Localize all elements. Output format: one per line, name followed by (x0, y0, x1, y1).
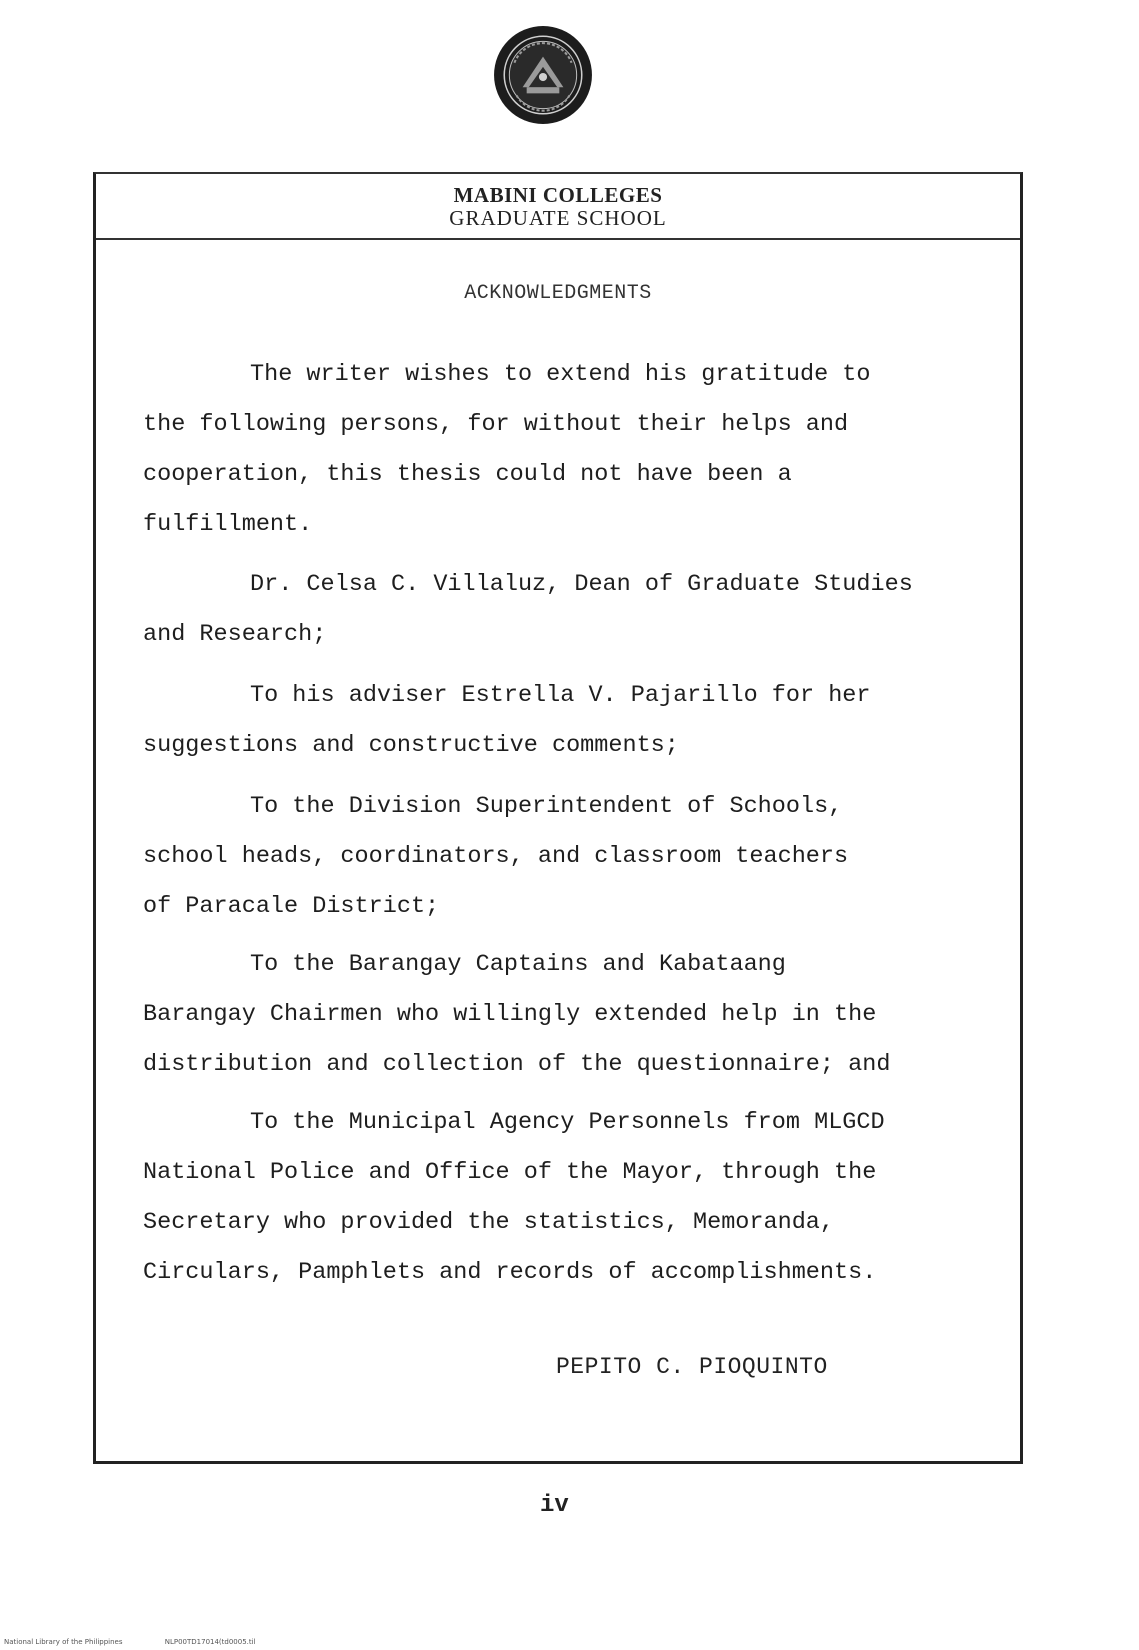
paragraph-adviser (143, 671, 983, 771)
author-signature: PEPITO C. PIOQUINTO (556, 1354, 828, 1380)
paragraph-line: To the Barangay Captains and Kabataang (250, 951, 786, 978)
paragraph-line: To the Division Superintendent of Schools, (250, 793, 843, 820)
paragraph-line: of Paracale District; (143, 893, 440, 920)
institution-name: MABINI COLLEGES (453, 183, 663, 207)
institution-header (96, 184, 1020, 230)
paragraph-barangay (143, 940, 983, 1090)
paragraph-line: suggestions and constructive comments; (143, 732, 679, 759)
paragraph-dean (143, 560, 983, 660)
paragraph-line: The writer wishes to extend his gratitude to (250, 361, 871, 388)
paragraph-line: To the Municipal Agency Personnels from MLGCD (250, 1109, 885, 1136)
paragraph-line: and Research; (143, 621, 327, 648)
header-divider (96, 238, 1020, 240)
college-seal-icon (492, 24, 594, 126)
footer-file-id: NLP00TD17014(td0005.til (164, 1638, 256, 1646)
paragraph-line: Secretary who provided the statistics, Memoranda, (143, 1209, 835, 1236)
paragraph-line: Barangay Chairmen who willingly extended help in the (143, 1001, 877, 1028)
paragraph-line: To his adviser Estrella V. Pajarillo for her (250, 682, 871, 709)
paragraph-gratitude (143, 350, 983, 550)
paragraph-line: Dr. Celsa C. Villaluz, Dean of Graduate Studies (250, 571, 913, 598)
scan-footer (4, 1638, 296, 1646)
paragraph-line: the following persons, for without their helps and (143, 411, 849, 438)
paragraph-line: National Police and Office of the Mayor, through the (143, 1159, 877, 1186)
paragraph-line: fulfillment. (143, 511, 313, 538)
paragraph-municipal (143, 1098, 983, 1298)
school-name: GRADUATE SCHOOL (449, 206, 667, 230)
paragraph-division (143, 782, 983, 932)
paragraph-line: distribution and collection of the questionnaire; and (143, 1051, 891, 1078)
paragraph-line: school heads, coordinators, and classroom teachers (143, 843, 849, 870)
paragraph-line: Circulars, Pamphlets and records of accomplishments. (143, 1259, 877, 1286)
footer-source: National Library of the Philippines (4, 1638, 123, 1646)
page-title: ACKNOWLEDGMENTS (464, 282, 652, 305)
page-number: iv (540, 1492, 569, 1519)
paragraph-line: cooperation, this thesis could not have been a (143, 461, 792, 488)
